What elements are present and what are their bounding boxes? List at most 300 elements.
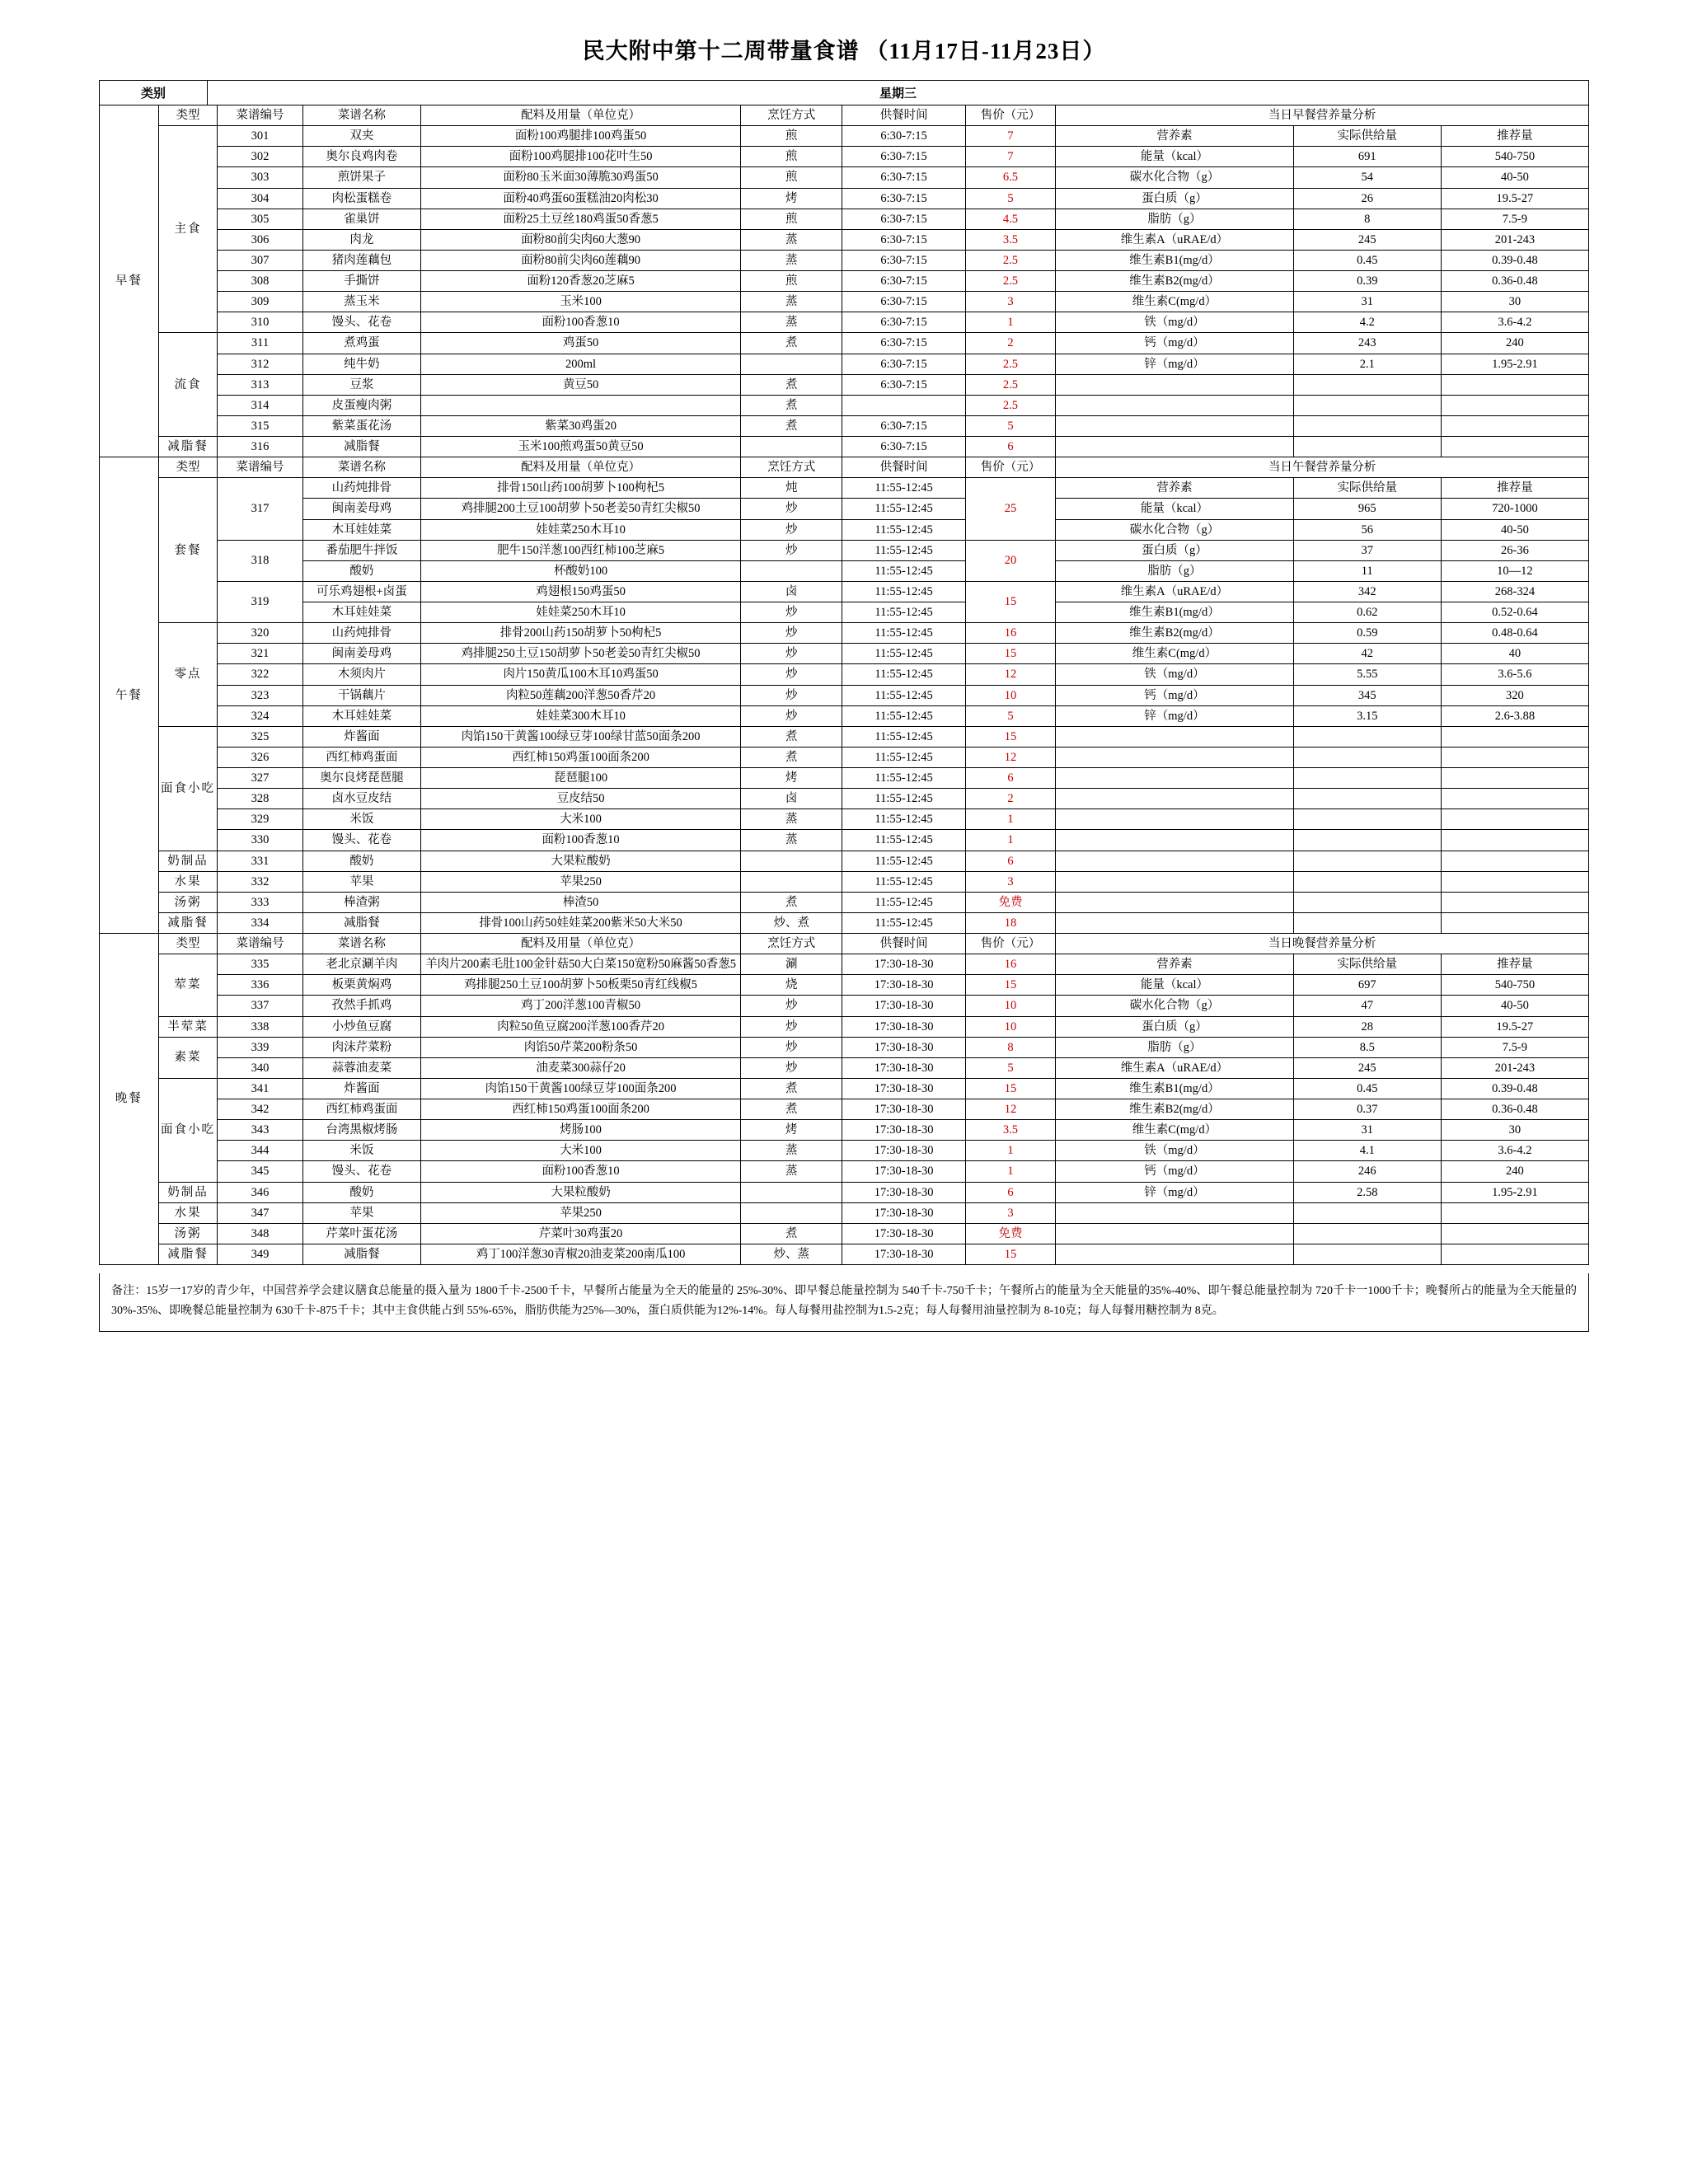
nutrient-actual: 31 — [1293, 1120, 1441, 1141]
nutrient-actual: 345 — [1293, 685, 1441, 705]
dish-code: 313 — [218, 374, 302, 395]
price-cell: 3 — [965, 1202, 1055, 1223]
dish-ingredients: 烤肠100 — [421, 1120, 741, 1141]
group-label: 半荤菜 — [158, 1016, 218, 1037]
dish-code: 318 — [218, 540, 302, 581]
dish-time: 11:55-12:45 — [842, 892, 965, 912]
nutrient-recommend: 2.6-3.88 — [1441, 705, 1588, 726]
nutrient-name: 钙（mg/d） — [1056, 685, 1294, 705]
dish-row — [100, 415, 1589, 436]
dish-code: 310 — [218, 312, 302, 333]
dish-ingredients: 面粉80玉米面30薄脆30鸡蛋50 — [421, 167, 741, 188]
nutrient-header: 营养素 — [1056, 478, 1294, 499]
dish-cooking: 炒 — [741, 685, 842, 705]
dish-time: 11:55-12:45 — [842, 705, 965, 726]
nutrient-blank — [1293, 768, 1441, 789]
dish-cooking: 蒸 — [741, 229, 842, 250]
dish-name: 减脂餐 — [302, 437, 420, 457]
price-cell: 1 — [965, 1141, 1055, 1161]
nutrient-actual: 56 — [1293, 519, 1441, 540]
nutrient-actual: 47 — [1293, 996, 1441, 1016]
group-label: 减脂餐 — [158, 1244, 218, 1264]
nutrient-blank — [1441, 1223, 1588, 1244]
dish-ingredients: 肉粒50鱼豆腐200洋葱100香芹20 — [421, 1016, 741, 1037]
dish-cooking: 卤 — [741, 789, 842, 809]
nutrient-actual: 245 — [1293, 1057, 1441, 1078]
dish-row — [100, 747, 1589, 767]
col-cooking: 烹饪方式 — [741, 457, 842, 478]
nutrient-blank — [1293, 851, 1441, 871]
dish-time: 17:30-18-30 — [842, 1099, 965, 1120]
dish-time: 11:55-12:45 — [842, 912, 965, 933]
group-set: 套餐 — [158, 478, 218, 623]
dish-cooking: 蒸 — [741, 1141, 842, 1161]
col-name: 菜谱名称 — [302, 457, 420, 478]
nutrient-recommend: 0.39-0.48 — [1441, 250, 1588, 270]
nutrient-name: 维生素B2(mg/d） — [1056, 1099, 1294, 1120]
dish-time: 11:55-12:45 — [842, 747, 965, 767]
page-title: 民大附中第十二周带量食谱 （11月17日-11月23日） — [582, 39, 1106, 63]
nutrient-recommend: 40-50 — [1441, 996, 1588, 1016]
column-header-row — [100, 934, 1589, 954]
nutrient-name: 铁（mg/d） — [1056, 312, 1294, 333]
nutrient-actual: 342 — [1293, 581, 1441, 602]
dish-time: 6:30-7:15 — [842, 271, 965, 292]
dish-row — [100, 229, 1589, 250]
dish-row — [100, 560, 1589, 581]
nutrient-name: 锌（mg/d） — [1056, 354, 1294, 374]
dish-name: 山药炖排骨 — [302, 478, 420, 499]
dish-name: 老北京涮羊肉 — [302, 954, 420, 975]
price-cell: 6 — [965, 437, 1055, 457]
dish-ingredients: 面粉100香葱10 — [421, 1161, 741, 1182]
dish-code: 324 — [218, 705, 302, 726]
dish-row — [100, 996, 1589, 1016]
weekday-label: 星期三 — [879, 87, 917, 101]
dish-row — [100, 789, 1589, 809]
price-cell: 免费 — [965, 892, 1055, 912]
dish-row — [100, 871, 1589, 892]
price-cell: 12 — [965, 1099, 1055, 1120]
nutrient-name: 维生素A（uRAE/d） — [1056, 581, 1294, 602]
dish-time: 11:55-12:45 — [842, 809, 965, 830]
dish-ingredients: 玉米100煎鸡蛋50黄豆50 — [421, 437, 741, 457]
group-label: 面食小吃 — [158, 1078, 218, 1182]
dish-ingredients: 鸡丁100洋葱30青椒20油麦菜200南瓜100 — [421, 1244, 741, 1264]
dish-cooking: 煮 — [741, 395, 842, 415]
dish-row — [100, 250, 1589, 270]
nutrient-recommend: 19.5-27 — [1441, 188, 1588, 209]
dish-row — [100, 540, 1589, 560]
dish-time — [842, 395, 965, 415]
nutrient-actual: 5.55 — [1293, 664, 1441, 685]
nutrient-name: 脂肪（g） — [1056, 560, 1294, 581]
price-cell: 8 — [965, 1037, 1055, 1057]
nutrient-blank — [1293, 1202, 1441, 1223]
dish-ingredients: 玉米100 — [421, 292, 741, 312]
dish-name: 减脂餐 — [302, 912, 420, 933]
dish-ingredients: 大米100 — [421, 809, 741, 830]
dish-code: 340 — [218, 1057, 302, 1078]
dish-name: 西红柿鸡蛋面 — [302, 1099, 420, 1120]
dish-ingredients: 苹果250 — [421, 871, 741, 892]
dish-ingredients: 鸡排腿200土豆100胡萝卜50老姜50青红尖椒50 — [421, 499, 741, 519]
nutrient-name: 维生素B2(mg/d） — [1056, 623, 1294, 644]
col-cooking: 烹饪方式 — [741, 934, 842, 954]
nutrient-recommend: 26-36 — [1441, 540, 1588, 560]
dish-ingredients: 面粉100香葱10 — [421, 830, 741, 851]
dish-row — [100, 1141, 1589, 1161]
dish-name: 肉龙 — [302, 229, 420, 250]
dish-ingredients: 200ml — [421, 354, 741, 374]
dish-cooking: 炒、煮 — [741, 912, 842, 933]
dish-cooking: 烧 — [741, 975, 842, 996]
nutrient-blank — [1441, 851, 1588, 871]
dish-name: 酸奶 — [302, 1182, 420, 1202]
nutrient-blank — [1293, 892, 1441, 912]
dish-row — [100, 354, 1589, 374]
nutrient-recommend: 320 — [1441, 685, 1588, 705]
nutrient-blank — [1441, 726, 1588, 747]
dish-row — [100, 1182, 1589, 1202]
dish-ingredients: 棒渣50 — [421, 892, 741, 912]
dish-name: 肉沫芹菜粉 — [302, 1037, 420, 1057]
dish-ingredients: 肉粒50莲藕200洋葱50香芹20 — [421, 685, 741, 705]
price-cell: 1 — [965, 809, 1055, 830]
nutrient-actual: 4.2 — [1293, 312, 1441, 333]
col-time: 供餐时间 — [842, 457, 965, 478]
dish-time: 6:30-7:15 — [842, 333, 965, 354]
nutrient-blank — [1293, 415, 1441, 436]
dish-code: 339 — [218, 1037, 302, 1057]
nutrient-name: 维生素A（uRAE/d） — [1056, 1057, 1294, 1078]
col-name: 菜谱名称 — [302, 105, 420, 126]
category-weekday-bar — [99, 80, 1589, 105]
dish-code: 322 — [218, 664, 302, 685]
dish-ingredients: 面粉100香葱10 — [421, 312, 741, 333]
dish-row — [100, 644, 1589, 664]
dish-code: 326 — [218, 747, 302, 767]
dish-time: 11:55-12:45 — [842, 830, 965, 851]
dish-cooking: 炒 — [741, 602, 842, 623]
nutrient-name: 维生素C(mg/d） — [1056, 292, 1294, 312]
nutrient-name: 钙（mg/d） — [1056, 333, 1294, 354]
nutrient-recommend: 0.52-0.64 — [1441, 602, 1588, 623]
nutrient-actual: 42 — [1293, 644, 1441, 664]
nutrient-recommend: 30 — [1441, 292, 1588, 312]
category-label: 类别 — [100, 81, 208, 105]
dish-code: 307 — [218, 250, 302, 270]
dish-row — [100, 912, 1589, 933]
dish-time: 11:55-12:45 — [842, 768, 965, 789]
dish-code: 346 — [218, 1182, 302, 1202]
nutrient-blank — [1441, 809, 1588, 830]
nutrient-blank — [1441, 892, 1588, 912]
dish-cooking: 煮 — [741, 726, 842, 747]
column-header-row — [100, 105, 1589, 126]
dish-row — [100, 851, 1589, 871]
dish-time: 17:30-18-30 — [842, 1120, 965, 1141]
dish-name: 奥尔良烤琵琶腿 — [302, 768, 420, 789]
dish-ingredients: 鸡排腿250土豆100胡萝卜50板栗50青红线椒5 — [421, 975, 741, 996]
nutrient-blank — [1441, 374, 1588, 395]
dish-time: 17:30-18-30 — [842, 1037, 965, 1057]
col-code: 菜谱编号 — [218, 934, 302, 954]
nutrient-actual: 0.59 — [1293, 623, 1441, 644]
nutrient-recommend: 0.48-0.64 — [1441, 623, 1588, 644]
meal-label: 晚餐 — [100, 934, 159, 1265]
price-cell: 7 — [965, 147, 1055, 167]
dish-row — [100, 126, 1589, 147]
dish-time: 6:30-7:15 — [842, 209, 965, 229]
dish-name: 手撕饼 — [302, 271, 420, 292]
recommend-header: 推荐量 — [1441, 954, 1588, 975]
nutrient-blank — [1293, 1244, 1441, 1264]
dish-cooking: 蒸 — [741, 250, 842, 270]
dish-row — [100, 892, 1589, 912]
dish-row — [100, 726, 1589, 747]
dish-time: 17:30-18-30 — [842, 1244, 965, 1264]
nutrient-actual: 0.45 — [1293, 250, 1441, 270]
dish-code: 312 — [218, 354, 302, 374]
nutrient-blank — [1056, 851, 1294, 871]
price-cell: 1 — [965, 830, 1055, 851]
dish-time: 17:30-18-30 — [842, 1182, 965, 1202]
nutrient-name: 维生素B1(mg/d） — [1056, 250, 1294, 270]
price-cell: 2.5 — [965, 354, 1055, 374]
dish-name: 酸奶 — [302, 560, 420, 581]
nutrient-blank — [1293, 1223, 1441, 1244]
dish-time: 11:55-12:45 — [842, 623, 965, 644]
dish-name: 双夹 — [302, 126, 420, 147]
dish-code: 325 — [218, 726, 302, 747]
dish-cooking — [741, 1182, 842, 1202]
dish-cooking: 炖 — [741, 478, 842, 499]
nutrient-actual: 8.5 — [1293, 1037, 1441, 1057]
dish-row — [100, 809, 1589, 830]
group-label: 汤粥 — [158, 892, 218, 912]
dish-cooking — [741, 354, 842, 374]
group-label: 奶制品 — [158, 1182, 218, 1202]
nutrient-blank — [1441, 747, 1588, 767]
nutrient-actual: 54 — [1293, 167, 1441, 188]
nutrient-header: 营养素 — [1056, 954, 1294, 975]
price-cell: 7 — [965, 126, 1055, 147]
price-cell: 15 — [965, 581, 1055, 622]
nutrient-recommend: 40-50 — [1441, 519, 1588, 540]
nutrient-blank — [1056, 912, 1294, 933]
nutrient-recommend: 40-50 — [1441, 167, 1588, 188]
price-cell: 15 — [965, 644, 1055, 664]
dish-row — [100, 167, 1589, 188]
price-cell: 25 — [965, 478, 1055, 540]
dish-name: 馒头、花卷 — [302, 1161, 420, 1182]
dish-name: 木耳娃娃菜 — [302, 519, 420, 540]
nutrient-recommend: 40 — [1441, 644, 1588, 664]
price-cell: 3.5 — [965, 1120, 1055, 1141]
group-label: 素菜 — [158, 1037, 218, 1078]
nutrient-actual: 965 — [1293, 499, 1441, 519]
dish-time: 17:30-18-30 — [842, 1223, 965, 1244]
dish-cooking: 蒸 — [741, 292, 842, 312]
col-type: 类型 — [158, 105, 218, 126]
dish-ingredients: 娃娃菜300木耳10 — [421, 705, 741, 726]
dish-ingredients: 鸡丁200洋葱100青椒50 — [421, 996, 741, 1016]
price-cell: 3 — [965, 871, 1055, 892]
nutrient-recommend: 201-243 — [1441, 1057, 1588, 1078]
dish-time: 11:55-12:45 — [842, 499, 965, 519]
nutrient-recommend: 0.36-0.48 — [1441, 1099, 1588, 1120]
price-cell: 5 — [965, 1057, 1055, 1078]
dish-code: 304 — [218, 188, 302, 209]
dish-code: 343 — [218, 1120, 302, 1141]
dish-name: 台湾黑椒烤肠 — [302, 1120, 420, 1141]
dish-cooking: 炒 — [741, 519, 842, 540]
dish-ingredients: 肥牛150洋葱100西红柿100芝麻5 — [421, 540, 741, 560]
dish-ingredients: 面粉100鸡腿排100鸡蛋50 — [421, 126, 741, 147]
dish-code: 341 — [218, 1078, 302, 1099]
nutrient-blank — [1293, 747, 1441, 767]
col-type: 类型 — [158, 934, 218, 954]
dish-row — [100, 623, 1589, 644]
dish-name: 奥尔良鸡肉卷 — [302, 147, 420, 167]
dish-row — [100, 602, 1589, 623]
nutrient-actual: 0.39 — [1293, 271, 1441, 292]
col-price: 售价（元） — [965, 934, 1055, 954]
dish-time: 11:55-12:45 — [842, 478, 965, 499]
nutrient-blank — [1293, 395, 1441, 415]
dish-cooking: 煮 — [741, 1223, 842, 1244]
dish-cooking — [741, 871, 842, 892]
nutrient-name: 锌（mg/d） — [1056, 705, 1294, 726]
nutrient-name: 维生素B1(mg/d） — [1056, 1078, 1294, 1099]
col-cooking: 烹饪方式 — [741, 105, 842, 126]
nutrient-name: 维生素B2(mg/d） — [1056, 271, 1294, 292]
nutrient-name: 蛋白质（g） — [1056, 188, 1294, 209]
nutrient-recommend: 201-243 — [1441, 229, 1588, 250]
nutrient-blank — [1441, 871, 1588, 892]
dish-row — [100, 188, 1589, 209]
nutrient-recommend: 7.5-9 — [1441, 1037, 1588, 1057]
nutrient-name: 维生素C(mg/d） — [1056, 1120, 1294, 1141]
dish-ingredients: 娃娃菜250木耳10 — [421, 519, 741, 540]
dish-time: 6:30-7:15 — [842, 374, 965, 395]
dish-time: 17:30-18-30 — [842, 1141, 965, 1161]
dish-code: 349 — [218, 1244, 302, 1264]
nutrient-blank — [1056, 768, 1294, 789]
nutrient-actual: 0.45 — [1293, 1078, 1441, 1099]
dish-code: 316 — [218, 437, 302, 457]
dish-ingredients: 苹果250 — [421, 1202, 741, 1223]
nutrient-blank — [1441, 437, 1588, 457]
dish-time: 11:55-12:45 — [842, 540, 965, 560]
nutrient-blank — [1293, 912, 1441, 933]
dish-row — [100, 437, 1589, 457]
dish-cooking: 蒸 — [741, 312, 842, 333]
nutrient-actual: 31 — [1293, 292, 1441, 312]
dish-time: 17:30-18-30 — [842, 1016, 965, 1037]
nutrient-actual: 0.37 — [1293, 1099, 1441, 1120]
col-code: 菜谱编号 — [218, 457, 302, 478]
price-cell: 12 — [965, 747, 1055, 767]
dish-code: 301 — [218, 126, 302, 147]
dish-time: 11:55-12:45 — [842, 685, 965, 705]
dish-row — [100, 292, 1589, 312]
recommend-header: 推荐量 — [1441, 126, 1588, 147]
nutrient-blank — [1056, 374, 1294, 395]
dish-code: 321 — [218, 644, 302, 664]
price-cell: 10 — [965, 685, 1055, 705]
dish-row — [100, 333, 1589, 354]
dish-code: 305 — [218, 209, 302, 229]
nutrient-name: 钙（mg/d） — [1056, 1161, 1294, 1182]
dish-time: 6:30-7:15 — [842, 292, 965, 312]
dish-cooking: 煮 — [741, 1099, 842, 1120]
nutrient-name: 碳水化合物（g） — [1056, 167, 1294, 188]
nutrient-name: 能量（kcal） — [1056, 147, 1294, 167]
dish-row — [100, 1016, 1589, 1037]
dish-code: 345 — [218, 1161, 302, 1182]
dish-row — [100, 1161, 1589, 1182]
dish-name: 蒜蓉油麦菜 — [302, 1057, 420, 1078]
group-label: 减脂餐 — [158, 912, 218, 933]
price-cell: 15 — [965, 1244, 1055, 1264]
dish-cooking: 蒸 — [741, 1161, 842, 1182]
dish-time: 6:30-7:15 — [842, 250, 965, 270]
nutrient-actual: 245 — [1293, 229, 1441, 250]
nutrient-blank — [1056, 871, 1294, 892]
dish-time: 17:30-18-30 — [842, 975, 965, 996]
price-cell: 12 — [965, 664, 1055, 685]
dish-code: 315 — [218, 415, 302, 436]
col-time: 供餐时间 — [842, 105, 965, 126]
nutrient-blank — [1441, 912, 1588, 933]
dish-cooking: 炒 — [741, 540, 842, 560]
dish-cooking: 烤 — [741, 1120, 842, 1141]
dish-code: 335 — [218, 954, 302, 975]
nutrient-name: 碳水化合物（g） — [1056, 996, 1294, 1016]
dish-row — [100, 312, 1589, 333]
dish-code: 334 — [218, 912, 302, 933]
dish-ingredients: 琵琶腿100 — [421, 768, 741, 789]
nutrient-recommend: 540-750 — [1441, 147, 1588, 167]
dish-row — [100, 685, 1589, 705]
dish-ingredients: 芹菜叶30鸡蛋20 — [421, 1223, 741, 1244]
dish-row — [100, 705, 1589, 726]
nutrient-name: 蛋白质（g） — [1056, 540, 1294, 560]
footnote: 备注：15岁一17岁的青少年，中国营养学会建议膳食总能量的摄入量为 1800千卡-2500千卡，早餐所占能量为全天的能量的 25%-30%、即早餐总能量控制为 540千卡-750千卡；午餐所占的能量为全天能量的35%-40%、即午餐总能量控制为 720千卡一1000千卡；晚餐所占的能量为全天能量的 30%-35%、即晚餐总能量控制为 630千卡-875千卡；其中主食供能占到 55%-65%，脂肪供能为25%—30%，蛋白质供能为12%-14%。每人每餐用盐控制为1.5-2克；每人每餐用油量控制为 8-10克；每人每餐用糖控制为 8克。 — [99, 1273, 1589, 1332]
dish-time: 6:30-7:15 — [842, 167, 965, 188]
col-code: 菜谱编号 — [218, 105, 302, 126]
nutrient-name: 蛋白质（g） — [1056, 1016, 1294, 1037]
dish-cooking: 炒 — [741, 499, 842, 519]
dish-ingredients — [421, 395, 741, 415]
dish-name: 孜然手抓鸡 — [302, 996, 420, 1016]
group-liquid: 流食 — [158, 333, 218, 437]
dish-cooking: 煮 — [741, 374, 842, 395]
price-cell: 1 — [965, 1161, 1055, 1182]
nutrient-recommend: 540-750 — [1441, 975, 1588, 996]
nutrient-blank — [1441, 789, 1588, 809]
dish-name: 木须肉片 — [302, 664, 420, 685]
nutrient-name: 维生素C(mg/d） — [1056, 644, 1294, 664]
dish-row — [100, 1120, 1589, 1141]
dish-code: 338 — [218, 1016, 302, 1037]
dish-code: 328 — [218, 789, 302, 809]
price-cell: 5 — [965, 705, 1055, 726]
column-header-row — [100, 457, 1589, 478]
dish-ingredients: 排骨150山药100胡萝卜100枸杞5 — [421, 478, 741, 499]
